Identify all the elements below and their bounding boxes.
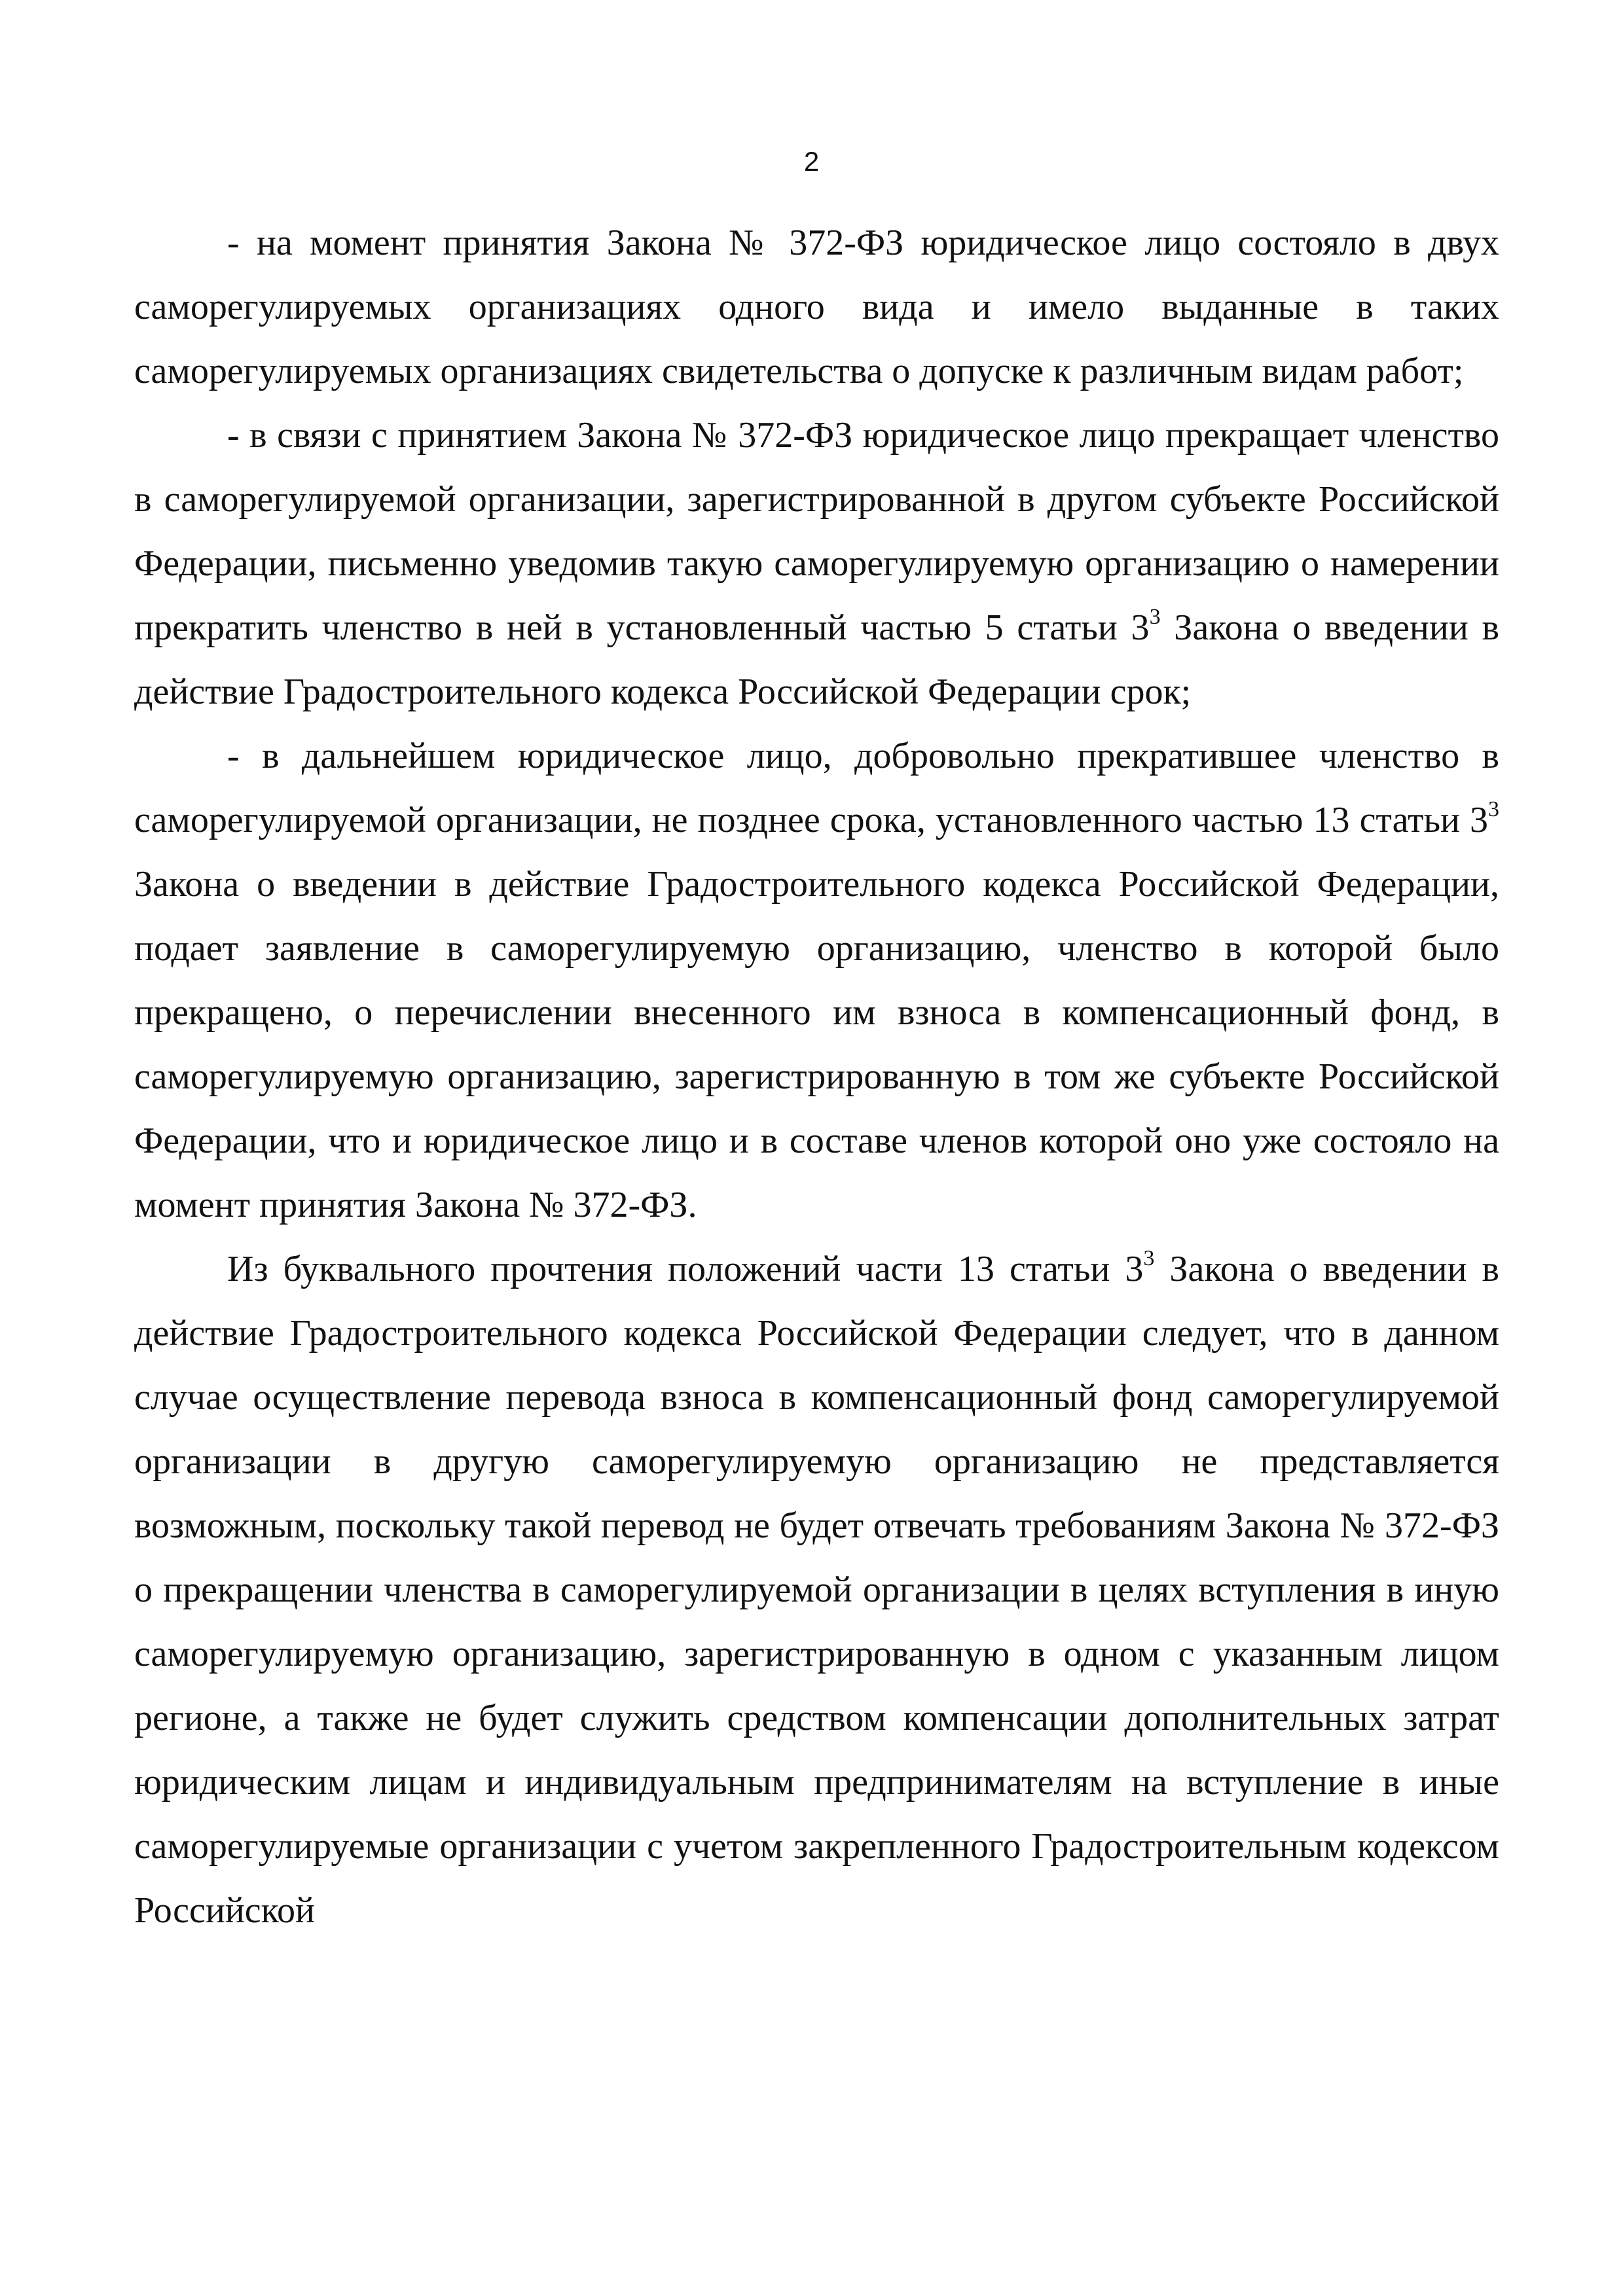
article-superscript: 3 bbox=[1143, 1246, 1155, 1270]
paragraph-membership-two-sro: - на момент принятия Закона № 372-ФЗ юридическое лицо состояло в двух саморегулируемых организациях одного вида и имело выданные в таких саморегулируемых организациях свидетельства о допуске к различным видам работ; bbox=[134, 223, 1499, 391]
paragraph-transfer-application bbox=[134, 724, 1499, 1237]
paragraph-text: Из буквального прочтения положений части 13 статьи 3 bbox=[227, 1249, 1144, 1289]
page-number: 2 bbox=[803, 146, 820, 177]
paragraph-text: Закона о введении в действие Градостроительного кодекса Российской Федерации срок; bbox=[134, 607, 1499, 712]
paragraph-text: - в связи с принятием Закона № 372-ФЗ юридическое лицо прекращает членство в саморегулируемой организации, зарегистрированной в другом субъекте Российской Федерации, письменно уведомив такую саморегулируемую организацию о намерении прекратить членство в ней в установленный частью 5 статьи 3 bbox=[134, 415, 1499, 648]
paragraph-literal-reading bbox=[134, 1237, 1499, 1943]
article-superscript: 3 bbox=[1149, 605, 1161, 629]
article-superscript: 3 bbox=[1488, 797, 1499, 821]
paragraph-text: Закона о введении в действие Градостроительного кодекса Российской Федерации следует, что в данном случае осуществление перевода взноса в компенсационный фонд саморегулируемой организации в другую саморегулируемую организацию не представляется возможным, поскольку такой перевод не будет отвечать требованиям Закона № 372-ФЗ о прекращении членства в саморегулируемой организации в целях вступления в иную саморегулируемую организацию, зарегистрированную в одном с указанным лицом регионе, а также не будет служить средством компенсации дополнительных затрат юридическим лицам и индивидуальным предпринимателям на вступление в иные саморегулируемые организации с учетом закрепленного Градостроительным кодексом Российской bbox=[134, 1249, 1500, 1931]
paragraph-text: Закона о введении в действие Градостроительного кодекса Российской Федерации, подает заявление в саморегулируемую организацию, членство в которой было прекращено, о перечислении внесенного им взноса в компенсационный фонд, в саморегулируемую организацию, зарегистрированную в том же субъекте Российской Федерации, что и юридическое лицо и в составе членов которой оно уже состояло на момент принятия Закона № 372-ФЗ. bbox=[134, 864, 1499, 1225]
paragraph-text: - в дальнейшем юридическое лицо, добровольно прекратившее членство в саморегулируемой организации, не позднее срока, установленного частью 13 статьи 3 bbox=[134, 736, 1499, 840]
document-body bbox=[134, 211, 1499, 1943]
paragraph-termination-notice bbox=[134, 403, 1499, 724]
